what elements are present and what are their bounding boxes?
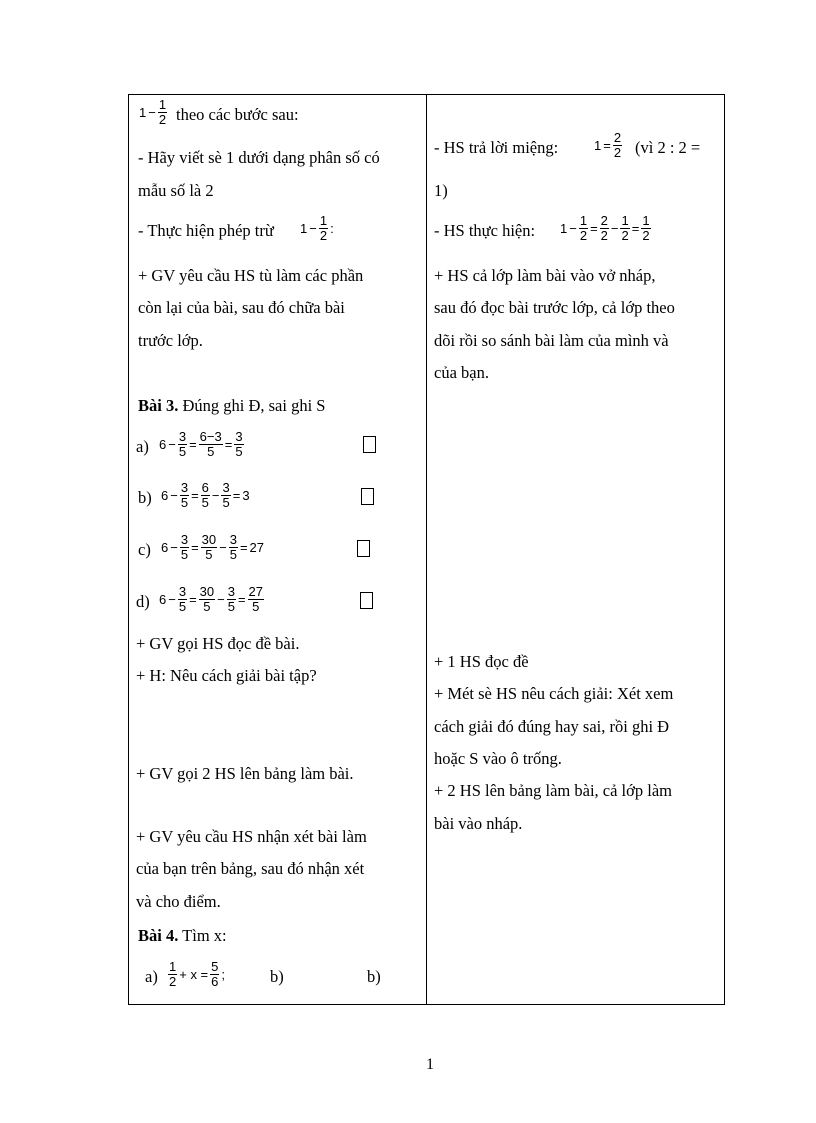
answer-box-c[interactable] [357, 540, 370, 557]
hs-answer-3-line3: dõi rồi so sánh bài làm của mình và [434, 331, 669, 350]
gv-instruction-1-line3: trước lớp. [138, 331, 203, 350]
bai4-b2-label: b) [367, 967, 381, 986]
gv-instruction-4-line2: của bạn trên bảng, sau đó nhận xét [136, 859, 365, 878]
bai3-heading [138, 396, 325, 416]
answer-box-b[interactable] [361, 488, 374, 505]
step1-line1: - Hãy viết sè 1 dưới dạng phân số có [138, 148, 380, 167]
item-d-label: d) [136, 592, 150, 611]
bai4-text: Tìm x: [182, 926, 227, 945]
item-a-label: a) [136, 437, 149, 456]
bai3-text: Đúng ghi Đ, sai ghi S [182, 396, 326, 415]
hs-answer-5-line3: hoặc S vào ô trống. [434, 749, 562, 768]
hs-answer-3-line4: của bạn. [434, 363, 489, 382]
bai4-heading [138, 926, 227, 946]
intro-expression: 1 − $\frac{1}{2}$ [139, 97, 167, 127]
hs-answer-1-prefix: - HS trả lời miệng: [434, 138, 559, 157]
gv-instruction-4-line1: + GV yêu cầu HS nhận xét bài làm [136, 827, 367, 846]
bai4-title: Bài 4. [138, 926, 179, 945]
column-divider [426, 95, 427, 1004]
hs-answer-6-line1: + 2 HS lên bảng làm bài, cả lớp làm [434, 781, 672, 800]
item-b-expression: 6 − $\frac{3}{5}$ = $\frac{6}{5}$ − $\frac{3}{5}$ = 3 [161, 480, 250, 510]
answer-box-a[interactable] [363, 436, 376, 453]
hs-answer-2-expression: 1 − $\frac{1}{2}$ = $\frac{2}{2}$ − $\frac{1}{2}$ = $\frac{1}{2}$ [560, 213, 650, 243]
item-c-expression: 6 − $\frac{3}{5}$ = $\frac{30}{5}$ − $\frac{3}{5}$ = 27 [161, 532, 265, 562]
hs-answer-1-line2: 1) [434, 181, 448, 200]
bai3-title: Bài 3. [138, 396, 179, 415]
item-c-label: c) [138, 540, 151, 559]
hs-answer-5-line1: + Mét sè HS nêu cách giải: Xét xem [434, 684, 674, 703]
item-a-expression: 6 − $\frac{3}{5}$ = $\frac{6-3}{5}$ = $\frac{3}{5}$ [159, 429, 243, 459]
bai4-a-expression: $\frac{1}{2}$ + x = $\frac{5}{6}$ ; [169, 959, 226, 989]
step1-line2: mẫu số là 2 [138, 181, 214, 200]
hs-answer-1-suffix: (vì 2 : 2 = [635, 138, 701, 157]
hs-answer-1-expression: 1 = $\frac{2}{2}$ [594, 130, 622, 160]
item-b-label: b) [138, 488, 152, 507]
hs-answer-3-line1: + HS cả lớp làm bài vào vở nháp, [434, 266, 656, 285]
hs-answer-5-line2: cách giải đó đúng hay sai, rồi ghi Đ [434, 717, 670, 736]
hs-answer-2-prefix: - HS thực hiện: [434, 221, 536, 240]
gv-instruction-4-line3: và cho điểm. [136, 892, 221, 911]
h-question: + H: Nêu cách giải bài tập? [136, 666, 317, 685]
gv-instruction-1-line2: còn lại của bài, sau đó chữa bài [138, 298, 345, 317]
item-d-expression: 6 − $\frac{3}{5}$ = $\frac{30}{5}$ − $\frac{3}{5}$ = $\frac{27}{5}$ [159, 584, 264, 614]
hs-answer-3-line2: sau đó đọc bài trước lớp, cả lớp theo [434, 298, 675, 317]
gv-instruction-2: + GV gọi HS đọc đề bài. [136, 634, 300, 653]
hs-answer-4: + 1 HS đọc đề [434, 652, 529, 671]
gv-instruction-1-line1: + GV yêu cầu HS tù làm các phần [138, 266, 364, 285]
answer-box-d[interactable] [360, 592, 373, 609]
page-number: 1 [426, 1056, 434, 1073]
bai4-b1-label: b) [270, 967, 284, 986]
step2-expression: 1 − $\frac{1}{2}$ : [300, 213, 334, 243]
gv-instruction-3: + GV gọi 2 HS lên bảng làm bài. [136, 764, 354, 783]
intro-text: theo các bước sau: [176, 105, 299, 124]
bai4-a-label: a) [145, 967, 158, 986]
step2-text: - Thực hiện phép trừ [138, 221, 274, 240]
hs-answer-6-line2: bài vào nháp. [434, 814, 523, 833]
